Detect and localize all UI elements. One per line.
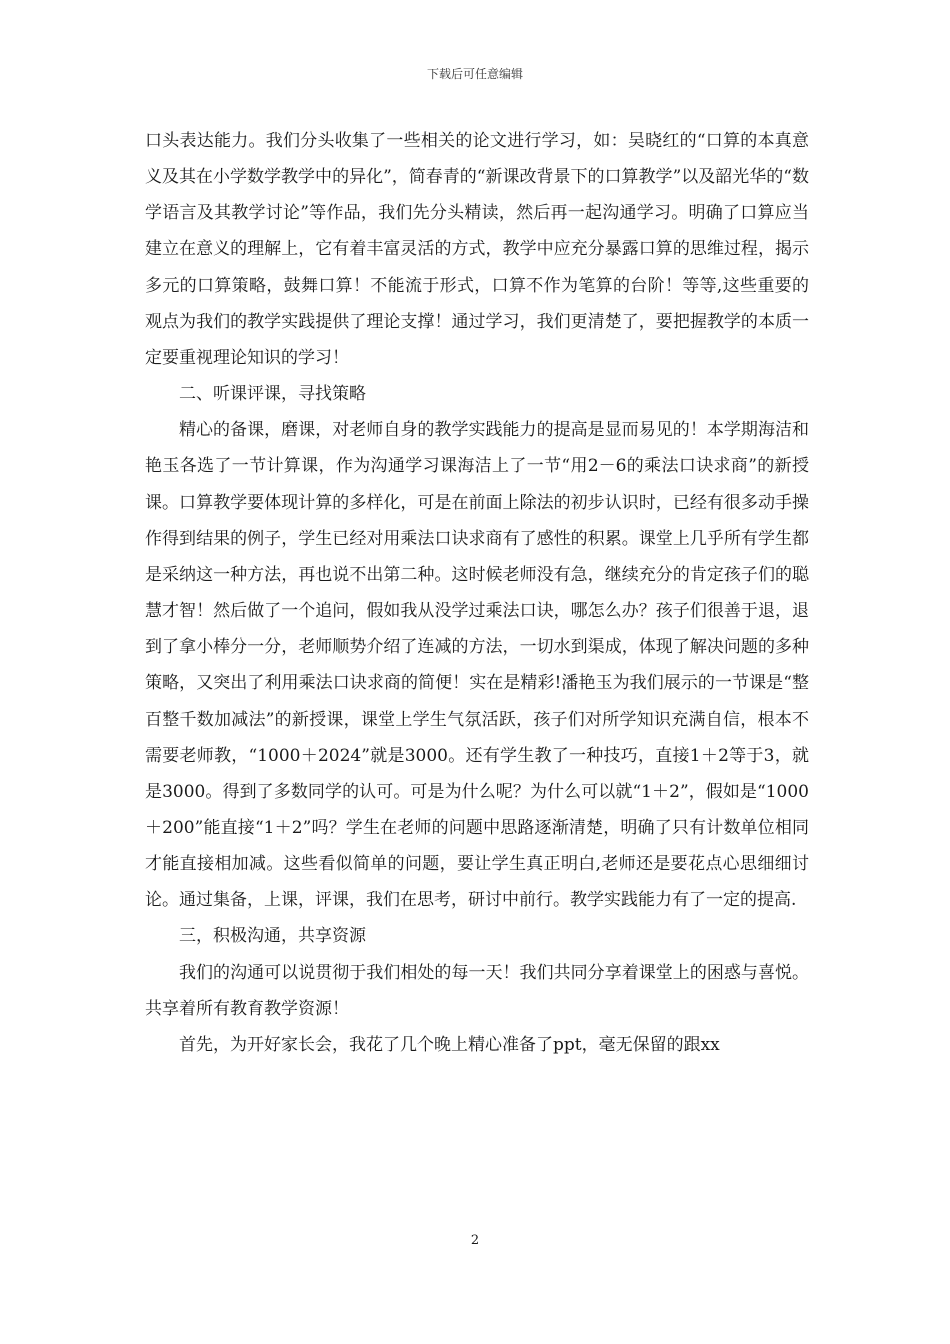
section-heading-3: 三，积极沟通，共享资源 (179, 926, 366, 947)
page-number: 2 (470, 1233, 480, 1248)
document-body (145, 123, 809, 1063)
page-header: 下载后可任意编辑 (426, 67, 523, 81)
paragraph-communication: 我们的沟通可以说贯彻于我们相处的每一天！我们共同分享着课堂上的困惑与喜悦。共享着所有教育教学资源！ (145, 962, 809, 1019)
paragraph-lesson-review: 精心的备课，磨课，对老师自身的教学实践能力的提高是显而易见的！本学期海洁和艳玉各选了一节计算课，作为沟通学习课海洁上了一节“用2－6的乘法口诀求商”的新授课。口算教学要体现计算的多样化，可是在前面上除法的初步认识时，已经有很多动手操作得到结果的例子，学生已经对用乘法口诀求商有了感性的积累。课堂上几乎所有学生都是采纳这一种方法，再也说不出第二种。这时候老师没有急，继续充分的肯定孩子们的聪慧才智！然后做了一个追问，假如我从没学过乘法口诀，哪怎么办？孩子们很善于退，退到了拿小棒分一分，老师顺势介绍了连减的方法，一切水到渠成，体现了解决问题的多种策略，又突出了利用乘法口诀求商的简便！实在是精彩!潘艳玉为我们展示的一节课是“整百整千数加减法”的新授课，课堂上学生气氛活跃，孩子们对所学知识充满自信，根本不需要老师教，“1000＋2024”就是3000。还有学生教了一种技巧，直接1＋2等于3，就是3000。得到了多数同学的认可。可是为什么呢？为什么可以就“1＋2”，假如是“1000＋200”能直接“1＋2”吗？学生在老师的问题中思路逐渐清楚，明确了只有计数单位相同才能直接相加减。这些看似简单的问题，要让学生真正明白,老师还是要花点心思细细讨论。通过集备，上课，评课，我们在思考，研讨中前行。教学实践能力有了一定的提高. (145, 420, 809, 911)
section-heading-2: 二、听课评课，寻找策略 (179, 384, 366, 405)
paragraph-parent-meeting: 首先，为开好家长会，我花了几个晚上精心准备了ppt，毫无保留的跟xx (179, 1034, 720, 1055)
paragraph-continued: 口头表达能力。我们分头收集了一些相关的论文进行学习，如：吴晓红的“口算的本真意义及其在小学数学教学中的异化”，简春青的“新课改背景下的口算教学”以及韶光华的“数学语言及其教学讨论”等作品，我们先分头精读，然后再一起沟通学习。明确了口算应当建立在意义的理解上，它有着丰富灵活的方式，教学中应充分暴露口算的思维过程，揭示多元的口算策略，鼓舞口算！不能流于形式，口算不作为笔算的台阶！等等,这些重要的观点为我们的教学实践提供了理论支撑！通过学习，我们更清楚了，要把握教学的本质一定要重视理论知识的学习！ (145, 131, 809, 368)
